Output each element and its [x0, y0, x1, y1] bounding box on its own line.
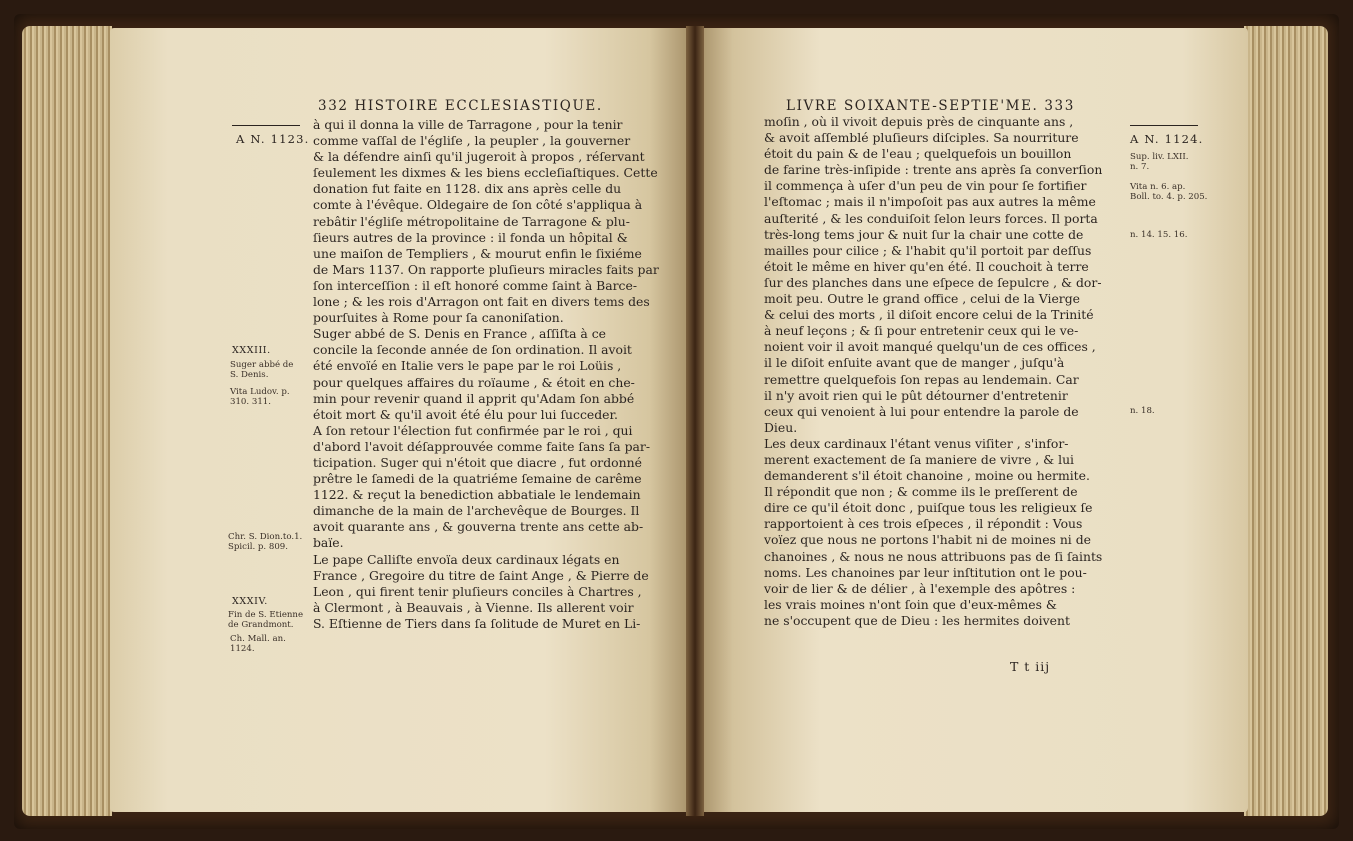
text-line: noient voir il avoit manqué quelqu'un de ces offices , [764, 339, 1096, 355]
text-line: merent exactement de ſa maniere de vivre , & lui [764, 451, 1075, 467]
book-gutter [686, 26, 704, 816]
text-line: comte à l'évêque. Oldegaire de ſon côté s'appliqua à [313, 197, 643, 213]
text-line: à Clermont , à Beauvais , à Vienne. Ils allerent voir [313, 599, 634, 615]
text-line: moit peu. Outre le grand office , celui de la Vierge [764, 291, 1080, 307]
margin-note-line: Boll. to. 4. p. 205. [1130, 192, 1208, 202]
text-line: il le diſoit enſuite avant que de manger , juſqu'à [764, 355, 1065, 371]
text-line: Leon , qui firent tenir pluſieurs conciles à Chartres , [313, 583, 642, 599]
text-line: & la défendre ainſi qu'il jugeroit à propos , réſervant [313, 149, 645, 165]
margin-note-line: de Grandmont. [228, 620, 294, 630]
text-line: S. Eſtienne de Tiers dans ſa ſolitude de Muret en Li- [313, 615, 641, 631]
text-line: l'eſtomac ; mais il n'impoſoit pas aux autres la même [764, 194, 1096, 210]
margin-note [230, 360, 293, 380]
text-line: auſterité , & les conduiſoit ſelon leurs forces. Il porta [764, 210, 1098, 226]
text-line: chanoines , & nous ne nous attribuons pas de ſi ſaints [764, 548, 1103, 564]
margin-note-line: Chr. S. Dion.to.1. [228, 532, 303, 542]
text-line: il commença à uſer d'un peu de vin pour ſe fortifier [764, 178, 1087, 194]
text-line: d'abord l'avoit déſapprouvée comme faite ſans ſa par- [313, 438, 651, 454]
text-line: & avoit aſſemblé pluſieurs diſciples. Sa nourriture [764, 130, 1079, 146]
text-line: remettre quelquefois ſon repas au lendemain. Car [764, 371, 1079, 387]
margin-note-line: 310. 311. [230, 397, 272, 407]
text-line: ne s'occupent que de Dieu : les hermites doivent [764, 612, 1070, 628]
text-line: demanderent s'il étoit chanoine , moine ou hermite. [764, 468, 1090, 484]
right-year-rule [1130, 125, 1198, 126]
margin-note [1130, 182, 1207, 202]
text-line: les vrais moines n'ont ſoin que d'eux-mêmes & [764, 596, 1057, 612]
text-line: pour quelques affaires du roïaume , & étoit en che- [313, 374, 635, 390]
text-line: été envoïé en Italie vers le pape par le roi Loüis , [313, 358, 622, 374]
margin-note [1130, 152, 1189, 172]
text-line: 1122. & reçut la benediction abbatiale le lendemain [313, 487, 641, 503]
text-line: rapportoient à ces trois eſpeces , il répondit : Vous [764, 516, 1083, 532]
margin-note-line: Vita n. 6. ap. [1130, 182, 1186, 192]
text-line: Les deux cardinaux l'étant venus viſiter , s'infor- [764, 435, 1069, 451]
margin-note [228, 532, 302, 552]
text-line: A ſon retour l'élection fut confirmée par le roi , qui [313, 422, 633, 438]
right-year-label: A N. 1124. [1130, 132, 1204, 146]
text-line: avoit quarante ans , & gouverna trente ans cette ab- [313, 519, 644, 535]
text-line: pourſuites à Rome pour ſa canoniſation. [313, 310, 564, 326]
text-line: étoit du pain & de l'eau ; quelquefois un bouillon [764, 146, 1072, 162]
text-line: à qui il donna la ville de Tarragone , pour la tenir [313, 117, 623, 132]
margin-note-line: Ch. Mall. an. [230, 634, 286, 644]
text-line: de Mars 1137. On rapporte pluſieurs miracles faits par [313, 261, 659, 277]
text-line: concile la ſeconde année de ſon ordination. Il avoit [313, 342, 632, 358]
text-line: à neuf leçons ; & ſi pour entretenir ceux qui le ve- [764, 323, 1079, 339]
margin-note-line: Vita Ludov. p. [230, 387, 290, 397]
margin-note [230, 387, 290, 407]
text-line: comme vaſſal de l'égliſe , la peupler , la gouverner [313, 133, 631, 149]
left-body-text [313, 117, 683, 632]
text-line: ſon interceſſion : il eſt honoré comme ſaint à Barce- [313, 277, 638, 293]
text-line: mailles pour cilice ; & l'habit qu'il portoit par deſſus [764, 242, 1092, 258]
text-line: France , Gregoire du titre de ſaint Ange , & Pierre de [313, 567, 649, 583]
margin-note [1130, 230, 1187, 240]
margin-note [1130, 406, 1155, 416]
margin-note-line: Suger abbé de [230, 360, 294, 370]
text-line: ſieurs autres de la province : il fonda un hôpital & [313, 229, 628, 245]
text-line: noms. Les chanoines par leur inſtitution ont le pou- [764, 564, 1087, 580]
text-line: étoit le même en hiver qu'en été. Il couchoit à terre [764, 258, 1089, 274]
text-line: voir de lier & de délier , à l'exemple des apôtres : [764, 580, 1076, 596]
text-line: Suger abbé de S. Denis en France , aſſiſta à ce [313, 326, 606, 342]
margin-note-line: 1124. [230, 644, 255, 654]
margin-note-line: n. 7. [1130, 162, 1150, 172]
margin-note-line: Spicil. p. 809. [228, 542, 289, 552]
text-line: prêtre le ſamedi de la quatriéme ſemaine de carême [313, 471, 642, 487]
margin-note-line: Fin de S. Etienne [228, 610, 304, 620]
left-running-header: 332 HISTOIRE ECCLESIASTIQUE. [318, 98, 603, 114]
text-line: baïe. [313, 535, 344, 551]
text-line: ſeulement les dixmes & les biens eccleſiaſtiques. Cette [313, 165, 658, 181]
margin-note-line: Sup. liv. LXII. [1130, 152, 1189, 162]
text-line: étoit mort & qu'il avoit été élu pour lui ſucceder. [313, 406, 618, 422]
text-line: une maiſon de Templiers , & mourut enfin le ſixiéme [313, 245, 642, 261]
text-line: ſur des planches dans une eſpece de ſepulcre , & dor- [764, 274, 1102, 290]
margin-note-line: S. Denis. [230, 370, 269, 380]
margin-note-line: n. 14. 15. 16. [1130, 230, 1188, 240]
margin-note [230, 634, 286, 654]
left-page-edges [22, 26, 112, 816]
left-year-rule [232, 125, 300, 126]
text-line: Dieu. [764, 419, 798, 435]
text-line: de farine très-inſipide : trente ans après ſa converſion [764, 162, 1103, 178]
text-line: il n'y avoit rien qui le pût détourner d'entretenir [764, 387, 1068, 403]
right-body-text [764, 114, 1128, 629]
text-line: ticipation. Suger qui n'étoit que diacre , fut ordonné [313, 454, 642, 470]
text-line: très-long tems jour & nuit ſur la chair une cotte de [764, 226, 1084, 242]
right-page-edges [1244, 26, 1328, 816]
text-line: lone ; & les rois d'Arragon ont fait en divers tems des [313, 294, 650, 310]
right-running-header: LIVRE SOIXANTE-SEPTIE'ME. 333 [786, 98, 1075, 114]
text-line: donation fut faite en 1128. dix ans après celle du [313, 181, 622, 197]
text-line: dimanche de la main de l'archevêque de Bourges. Il [313, 503, 640, 519]
text-line: voïez que nous ne portons l'habit ni de moines ni de [764, 532, 1091, 548]
text-line: Il répondit que non ; & comme ils le preſſerent de [764, 484, 1078, 500]
section-number: XXXIII. [232, 345, 271, 356]
left-year-label: A N. 1123. [236, 132, 310, 146]
text-line: min pour revenir quand il apprit qu'Adam ſon abbé [313, 390, 635, 406]
text-line: & celui des morts , il diſoit encore celui de la Trinité [764, 307, 1094, 323]
margin-note [228, 610, 303, 630]
text-line: ceux qui venoient à lui pour entendre la parole de [764, 403, 1079, 419]
margin-note-line: n. 18. [1130, 406, 1155, 416]
text-line: rebâtir l'égliſe métropolitaine de Tarragone & plu- [313, 213, 630, 229]
section-number: XXXIV. [232, 596, 268, 607]
text-line: moſin , où il vivoit depuis près de cinquante ans , [764, 114, 1074, 129]
signature-mark: T t iij [1010, 659, 1051, 674]
text-line: Le pape Calliſte envoïa deux cardinaux légats en [313, 551, 620, 567]
text-line: dire ce qu'il étoit donc , puiſque tous les religieux ſe [764, 500, 1093, 516]
